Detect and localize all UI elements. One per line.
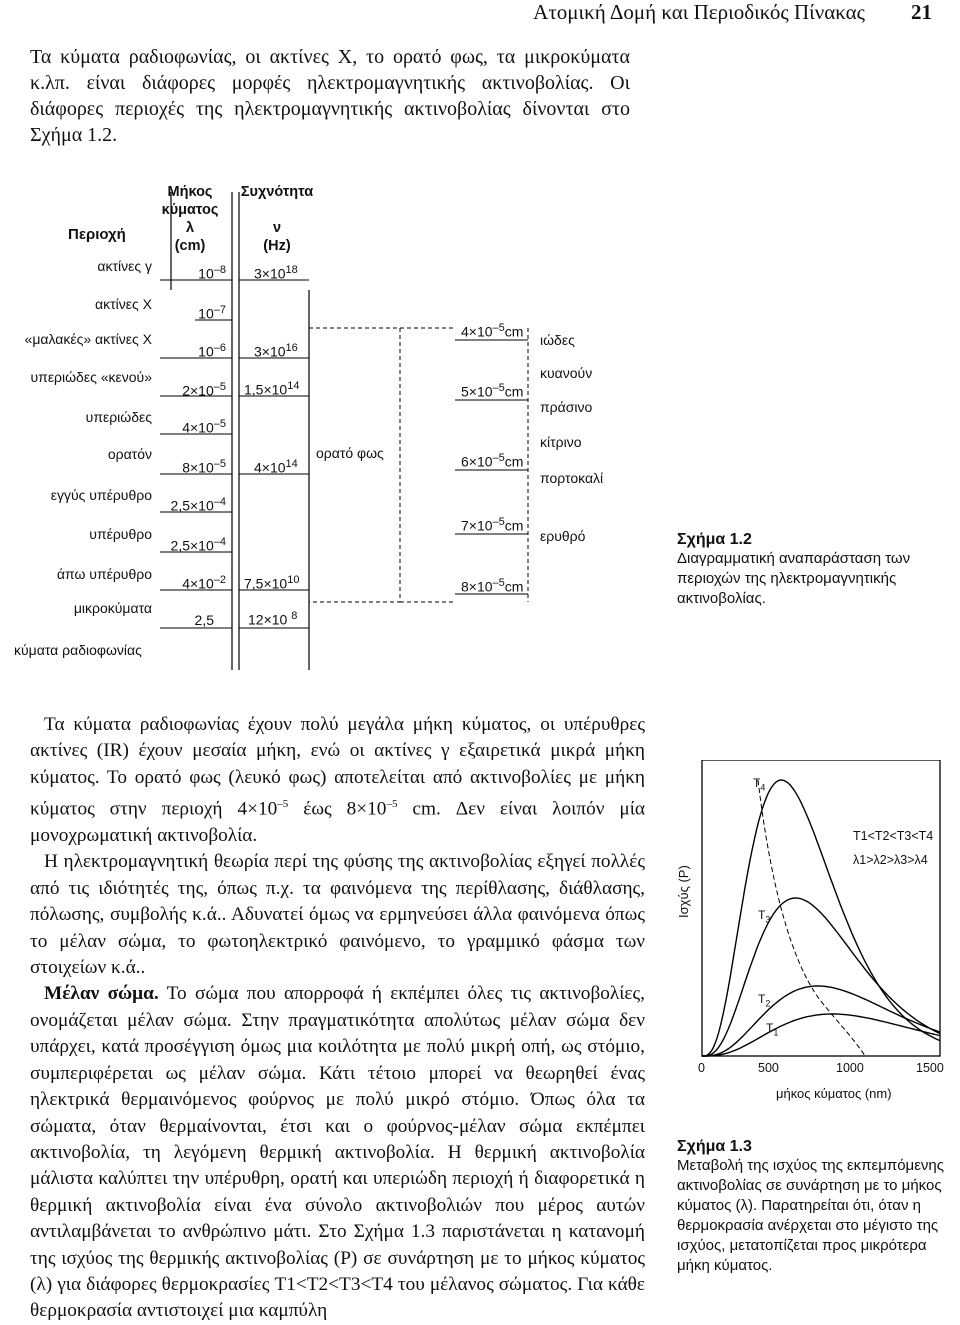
p3-end: του μέλανος σώματος. Για κάθε θερμοκρασία αντιστοιχεί μια καμπύλη xyxy=(30,1273,646,1322)
wl-value: $2,5\times 10^{-4}$ xyxy=(170,496,226,514)
page-header xyxy=(533,0,932,25)
curve-T3 xyxy=(702,898,940,1056)
wl-value: $10^{-7}$ xyxy=(198,304,226,322)
visible-wl: $5\times 10^{-5}cm$ xyxy=(461,382,524,400)
wl-value: $2,5\times 10^{-4}$ xyxy=(170,536,226,554)
freq-value: $4\times 10^{14}$ xyxy=(254,458,298,476)
visible-wl: $6\times 10^{-5}cm$ xyxy=(461,452,524,470)
curve-T1 xyxy=(702,1014,940,1056)
series-label-T2: $T_2$ xyxy=(758,992,771,1009)
x-tick: 0 xyxy=(698,1061,705,1075)
p1-range-start: 4×10 xyxy=(237,798,278,820)
p1-range-end: 8×10 xyxy=(346,798,387,820)
region-label: άπω υπέρυθρο xyxy=(56,566,152,582)
series-label-T3: $T_3$ xyxy=(758,908,771,925)
region-label: «μαλακές» ακτίνες Χ xyxy=(24,331,152,347)
region-label: υπεριώδες xyxy=(85,409,152,425)
wl-head-line: κύματος xyxy=(161,202,219,218)
visible-wl: $7\times 10^{-5}cm$ xyxy=(461,516,524,534)
x-tick: 500 xyxy=(758,1061,779,1075)
freq-value: $3\times 10^{16}$ xyxy=(254,342,298,360)
wl-value: $10^{-8}$ xyxy=(198,264,226,282)
color-label: κυανούν xyxy=(540,365,593,381)
legend-temps: T1<T2<T3<T4 xyxy=(853,829,934,843)
p3-text: Το σώμα που απορροφά ή εκπέμπει όλες τις ακτινοβολίες, ονομάζεται μέλαν σώμα. Στην πραγματικότητα απολύτως μέλαν σώμα δεν υπάρχει, κατά προσέγγιση όμως μια κοιλότητα με πολύ μικρή οπή, ως στόμιο, συμπεριφέρεται ως μέλαν σώμα. Κάτι τέτοιο μπορεί να θεωρηθεί ένας ηλεκτρικά θερμαινόμενος φούρνος με πολύ μικρό στόμιο. Όπως όλα τα σώματα, όταν θερμαίνονται, έτσι και ο φούρνος-μέλαν σώμα εκπέμπει ακτινοβολία, τη λεγόμενη θερμική ακτινοβολία. Η θερμική ακτινοβολία μάλιστα καλύπτει την υπέρυθρη, ορατή και υπεριώδη περιοχή ή διαφορετικά η θερμική ακτινοβολία είναι ένα σύνολο ακτινοβολιών που μέρος αυτών αντιλαμβάνεται το ανθρώπινο μάτι. Στο Σχήμα 1.3 παριστάνεται η κατανομή της ισχύος της θερμικής ακτινοβολίας (P) σε συνάρτηση με το μήκος κύματος (λ) για διάφορες θερμοκρασίες xyxy=(30,983,645,1295)
y-axis-label: Ισχύς (P) xyxy=(676,865,691,918)
p1-exp-1: –5 xyxy=(277,798,289,811)
body-text xyxy=(30,712,645,1325)
freq-value: $1,5\times 10^{14}$ xyxy=(244,380,300,398)
legend-wavelengths: λ1>λ2>λ3>λ4 xyxy=(853,853,928,867)
color-label: πράσινο xyxy=(540,399,593,415)
frequency-header xyxy=(240,183,314,255)
freq-head-line: ν xyxy=(272,220,282,236)
p1-to: έως xyxy=(303,798,332,820)
color-label: κίτρινο xyxy=(540,434,582,450)
visible-wl: $8\times 10^{-5}cm$ xyxy=(461,577,524,595)
paragraph-3 xyxy=(30,981,645,1324)
fig12-caption-title: Σχήμα 1.2 xyxy=(677,531,752,548)
wl-value: $2\times 10^{-5}$ xyxy=(182,381,226,399)
visible-light-label: ορατό φως xyxy=(316,445,384,461)
region-label: μικροκύματα xyxy=(73,600,152,616)
fig12-caption-text: Διαγραμματική αναπαράσταση των περιοχών της ηλεκτρομαγνητικής ακτινοβολίας. xyxy=(677,550,911,607)
fig13-caption xyxy=(677,1138,945,1276)
fig13-caption-text: Μεταβολή της ισχύος της εκπεμπόμενης ακτινοβολίας σε συνάρτηση με το μήκος κύματος (λ). Παρατηρείται ότι, όταν η θερμοκρασία ανέρχεται στο μέγιστο της ισχύος, μετατοπίζεται προς μικρότερα μήκη κύματος. xyxy=(677,1157,944,1274)
visible-wl: $4\times 10^{-5}cm$ xyxy=(461,322,524,340)
fig12-caption xyxy=(677,531,937,609)
paragraph-1 xyxy=(30,712,645,849)
wl-value: $4\times 10^{-2}$ xyxy=(182,574,226,592)
freq-head-line: (Hz) xyxy=(263,238,291,254)
series-label-T1: $T_1$ xyxy=(766,1021,779,1038)
fig13-caption-title: Σχήμα 1.3 xyxy=(677,1138,752,1155)
wl-head-line: λ xyxy=(185,220,195,236)
wavelength-header xyxy=(150,183,230,255)
color-label: ιώδες xyxy=(540,332,575,348)
region-header: Περιοχή xyxy=(68,226,126,243)
region-label: κύματα ραδιοφωνίας xyxy=(14,642,142,658)
freq-value: 12×10 $^8$ xyxy=(248,610,298,628)
chapter-title: Ατομική Δομή και Περιοδικός Πίνακας xyxy=(533,0,865,24)
page-number: 21 xyxy=(911,0,932,24)
wl-value: 2,5 xyxy=(194,612,214,628)
wl-head-line: (cm) xyxy=(174,238,206,254)
region-label: ορατόν xyxy=(107,446,152,462)
region-label: ακτίνες Χ xyxy=(95,296,152,312)
freq-value: $3\times 10^{18}$ xyxy=(254,264,298,282)
freq-value: $7,5\times 10^{10}$ xyxy=(244,574,300,592)
color-label: πορτοκαλί xyxy=(540,470,604,486)
wl-value: $10^{-6}$ xyxy=(198,342,226,360)
x-axis-label: μήκος κύματος (nm) xyxy=(776,1086,892,1101)
curve-T2 xyxy=(702,986,940,1056)
color-label: ερυθρό xyxy=(540,528,586,544)
blackbody-heading: Μέλαν σώμα. xyxy=(44,983,159,1005)
region-label: υπέρυθρο xyxy=(89,526,152,542)
p3-temps: T1<T2<T3<T4 xyxy=(274,1273,393,1295)
p1-end: cm. Δεν είναι λοιπόν μία μονοχρωματική ακτινοβολία. xyxy=(30,798,646,847)
wl-value: $8\times 10^{-5}$ xyxy=(182,458,226,476)
region-label: υπεριώδες «κενού» xyxy=(30,369,152,385)
wl-head-line: Μήκος xyxy=(167,184,213,200)
p1-text: Τα κύματα ραδιοφωνίας έχουν πολύ μεγάλα μήκη κύματος, οι υπέρυθρες ακτίνες (IR) έχουν μεσαία μήκη, ενώ οι ακτίνες γ εξαιρετικά μικρά μήκη κύματος. Το ορατό φως (λευκό φως) αποτελείται από ακτινοβολίες με μήκη κύματος στην περιοχή xyxy=(30,714,645,820)
wl-value: $4\times 10^{-5}$ xyxy=(182,418,226,436)
region-label: εγγύς υπέρυθρο xyxy=(50,487,152,503)
region-label: ακτίνες γ xyxy=(97,258,152,274)
x-tick: 1500 xyxy=(916,1061,944,1075)
series-label-T4: $T_4$ xyxy=(753,776,766,793)
intro-paragraph: Τα κύματα ραδιοφωνίας, οι ακτίνες Χ, το ορατό φως, τα μικροκύματα κ.λπ. είναι διάφορες μορφές ηλεκτρομαγνητικής ακτινοβολίας. Οι διάφορες περιοχές της ηλεκτρομαγνητικής ακτινοβολίας δίνονται στο Σχήμα 1.2. xyxy=(30,46,630,146)
p1-exp-2: –5 xyxy=(386,798,398,811)
x-tick: 1000 xyxy=(836,1061,864,1075)
paragraph-2: Η ηλεκτρομαγνητική θεωρία περί της φύσης της ακτινοβολίας εξηγεί πολλές από τις ιδιότητές της, όπως π.χ. τα φαινόμενα της περίθλασης, διάθλασης, πόλωσης, συμβολής κ.ά.. Αδυνατεί όμως να ερμηνεύσει άλλα φαινόμενα όπως το μέλαν σώμα, το φωτοηλεκτρικό φαινόμενο, το γραμμικό φάσμα των στοιχείων κ.ά.. xyxy=(30,851,645,979)
blackbody-chart xyxy=(670,760,960,1140)
freq-head-line: Συχνότητα xyxy=(240,184,314,200)
curves-group xyxy=(702,780,940,1056)
